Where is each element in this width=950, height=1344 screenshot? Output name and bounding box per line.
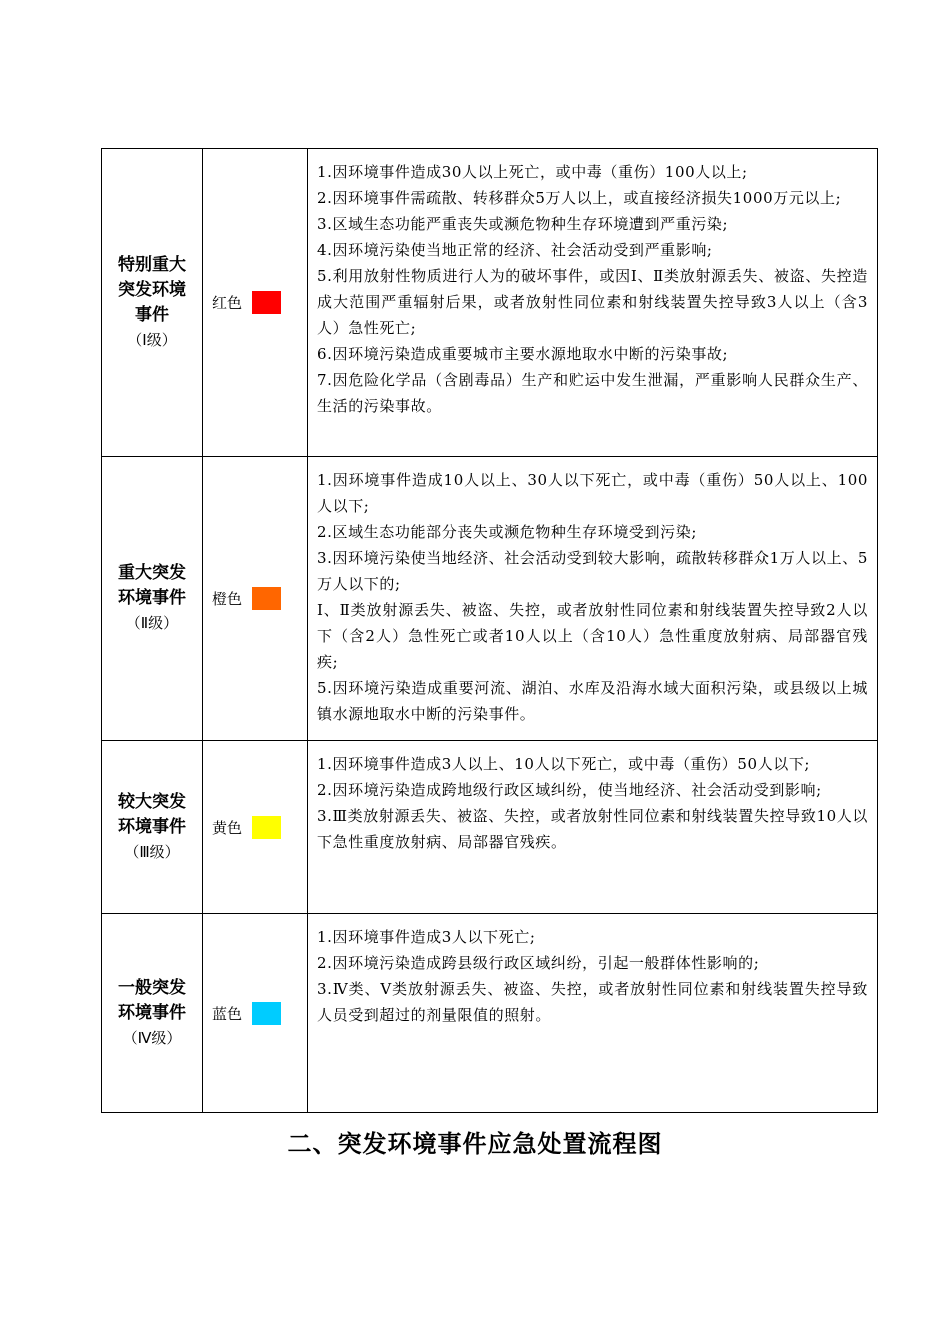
criteria-item: 7.因危险化学品（含剧毒品）生产和贮运中发生泄漏，严重影响人民群众生产、生活的污染事故。 bbox=[317, 371, 868, 415]
criteria-item: 5.利用放射性物质进行人为的破坏事件，或因Ⅰ、Ⅱ类放射源丢失、被盗、失控造成大范围严重辐射后果，或者放射性同位素和射线装置失控导致3人以上（含3人）急性死亡; bbox=[317, 267, 868, 337]
color-name: 黄色 bbox=[212, 818, 243, 837]
color-cell bbox=[203, 149, 308, 457]
criteria-item: 3.区域生态功能严重丧失或濒危物种生存环境遭到严重污染; bbox=[317, 215, 729, 233]
table-row bbox=[102, 149, 878, 457]
level-name-line: 事件 bbox=[135, 304, 169, 325]
level-cell bbox=[102, 741, 203, 914]
level-name-line: 重大突发 bbox=[118, 563, 186, 583]
criteria-item: 4.因环境污染使当地正常的经济、社会活动受到严重影响; bbox=[317, 241, 713, 259]
color-cell bbox=[203, 457, 308, 741]
criteria-item: 5.因环境污染造成重要河流、湖泊、水库及沿海水域大面积污染，或县级以上城镇水源地取水中断的污染事件。 bbox=[317, 679, 868, 723]
criteria-item: 1.因环境事件造成3人以下死亡; bbox=[317, 928, 536, 946]
color-cell bbox=[203, 741, 308, 914]
level-name-line: 环境事件 bbox=[118, 1002, 186, 1023]
criteria-item: 1.因环境事件造成10人以上、30人以下死亡，或中毒（重伤）50人以上、100人以下; bbox=[317, 471, 868, 515]
level-grade: （Ⅱ级） bbox=[125, 614, 179, 632]
level-cell bbox=[102, 457, 203, 741]
level-name-line: 环境事件 bbox=[118, 588, 186, 608]
criteria-item: 2.区域生态功能部分丧失或濒危物种生存环境受到污染; bbox=[317, 523, 697, 541]
criteria-item: Ⅰ、Ⅱ类放射源丢失、被盗、失控，或者放射性同位素和射线装置失控导致2人以下（含2人）急性死亡或者10人以上（含10人）急性重度放射病、局部器官残疾; bbox=[317, 601, 868, 671]
criteria-item: 2.因环境污染造成跨地级行政区域纠纷，使当地经济、社会活动受到影响; bbox=[317, 781, 822, 799]
color-swatch bbox=[252, 1002, 281, 1025]
criteria-item: 3.Ⅳ类、Ⅴ类放射源丢失、被盗、失控，或者放射性同位素和射线装置失控导致人员受到超过的剂量限值的照射。 bbox=[317, 980, 868, 1024]
criteria-item: 3.Ⅲ类放射源丢失、被盗、失控，或者放射性同位素和射线装置失控导致10人以下急性重度放射病、局部器官残疾。 bbox=[317, 807, 868, 851]
criteria-item: 2.因环境事件需疏散、转移群众5万人以上，或直接经济损失1000万元以上; bbox=[317, 189, 842, 207]
level-name-line: 一般突发 bbox=[118, 977, 186, 998]
criteria-cell bbox=[308, 914, 878, 1113]
color-swatch bbox=[252, 816, 281, 839]
color-cell bbox=[203, 914, 308, 1113]
criteria-cell bbox=[308, 741, 878, 914]
color-swatch bbox=[252, 587, 281, 610]
criteria-item: 3.因环境污染使当地经济、社会活动受到较大影响，疏散转移群众1万人以上、5万人以下的; bbox=[317, 549, 868, 593]
criteria-cell bbox=[308, 149, 878, 457]
level-name-line: 突发环境 bbox=[118, 279, 186, 300]
level-grade: （Ⅲ级） bbox=[124, 842, 180, 861]
level-name-line: 环境事件 bbox=[118, 816, 186, 837]
table-row bbox=[102, 457, 878, 741]
section-heading: 二、突发环境事件应急处置流程图 bbox=[287, 1130, 663, 1158]
color-name: 蓝色 bbox=[212, 1004, 243, 1023]
event-level-table bbox=[101, 148, 878, 1113]
criteria-item: 1.因环境事件造成30人以上死亡，或中毒（重伤）100人以上; bbox=[317, 163, 748, 181]
table-row bbox=[102, 741, 878, 914]
color-name: 橙色 bbox=[212, 590, 243, 608]
criteria-item: 1.因环境事件造成3人以上、10人以下死亡，或中毒（重伤）50人以下; bbox=[317, 755, 811, 773]
level-cell bbox=[102, 149, 203, 457]
level-grade: （Ⅰ级） bbox=[127, 330, 177, 349]
level-name-line: 较大突发 bbox=[118, 791, 186, 812]
criteria-cell bbox=[308, 457, 878, 741]
table-row bbox=[102, 914, 878, 1113]
level-name-line: 特别重大 bbox=[118, 254, 186, 275]
color-name: 红色 bbox=[212, 294, 243, 312]
criteria-item: 6.因环境污染造成重要城市主要水源地取水中断的污染事故; bbox=[317, 345, 729, 363]
level-cell bbox=[102, 914, 203, 1113]
level-grade: （Ⅳ级） bbox=[122, 1028, 182, 1047]
color-swatch bbox=[252, 291, 281, 314]
criteria-item: 2.因环境污染造成跨县级行政区域纠纷，引起一般群体性影响的; bbox=[317, 954, 760, 972]
